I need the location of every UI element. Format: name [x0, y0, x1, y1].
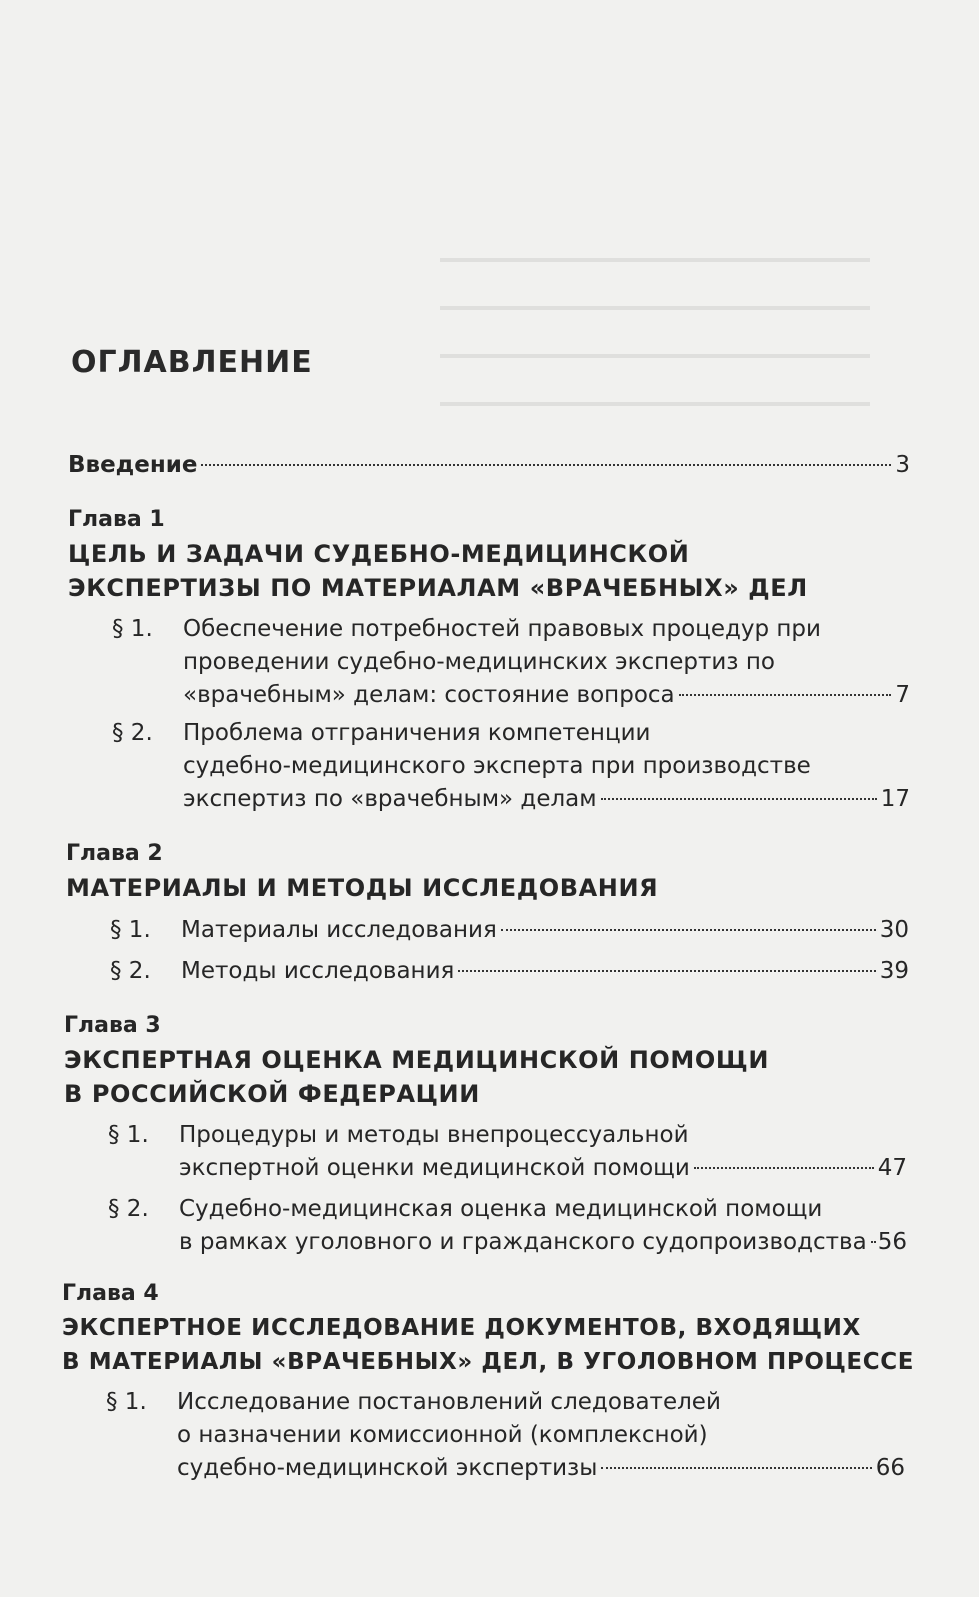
toc-entry-2-2[interactable]	[181, 955, 909, 988]
chapter-1-title-line: ЭКСПЕРТИЗЫ ПО МАТЕРИАЛАМ «ВРАЧЕБНЫХ» ДЕЛ	[68, 574, 808, 602]
section-title-line: в рамках уголовного и гражданского судопроизводства	[179, 1229, 867, 1255]
section-number: § 2.	[112, 720, 153, 746]
leader-dots	[501, 929, 876, 931]
toc-entry-4-1[interactable]	[177, 1386, 905, 1485]
chapter-3-title-line: ЭКСПЕРТНАЯ ОЦЕНКА МЕДИЦИНСКОЙ ПОМОЩИ	[64, 1046, 770, 1074]
section-page: 30	[879, 917, 909, 943]
section-last-line	[179, 1152, 907, 1185]
toc-entry-intro[interactable]	[68, 449, 910, 481]
section-title-line: о назначении комиссионной (комплексной)	[177, 1422, 708, 1448]
leader-dots	[601, 1467, 871, 1469]
toc-entry-3-1[interactable]	[179, 1119, 907, 1185]
leader-dots	[679, 694, 892, 696]
section-title-line: Процедуры и методы внепроцессуальной	[179, 1122, 689, 1148]
section-title-line: Исследование постановлений следователей	[177, 1389, 721, 1415]
section-number: § 1.	[106, 1389, 147, 1415]
section-title-line: проведении судебно-медицинских экспертиз по	[183, 649, 775, 675]
section-number: § 1.	[112, 616, 153, 642]
section-last-line	[179, 1226, 907, 1259]
chapter-4-title-line: В МАТЕРИАЛЫ «ВРАЧЕБНЫХ» ДЕЛ, В УГОЛОВНОМ ПРОЦЕССЕ	[62, 1349, 915, 1375]
chapter-2-title-line: МАТЕРИАЛЫ И МЕТОДЫ ИССЛЕДОВАНИЯ	[66, 874, 659, 902]
intro-label: Введение	[68, 452, 198, 478]
section-last-line	[181, 914, 909, 947]
toc-entry-3-2[interactable]	[179, 1193, 907, 1259]
section-number: § 1.	[110, 917, 151, 943]
section-number: § 2.	[108, 1196, 149, 1222]
section-last-line	[183, 679, 910, 712]
toc-title: ОГЛАВЛЕНИЕ	[71, 345, 313, 380]
leader-dots	[694, 1167, 874, 1169]
leader-dots	[201, 464, 891, 466]
toc-entry-1-1[interactable]	[183, 613, 910, 712]
section-page: 47	[877, 1155, 907, 1181]
chapter-2-title	[66, 871, 658, 905]
section-number: § 2.	[110, 958, 151, 984]
intro-page: 3	[895, 452, 910, 478]
section-page: 17	[880, 786, 910, 812]
section-title-line: судебно-медицинской экспертизы	[177, 1455, 598, 1481]
toc-entry-2-1[interactable]	[181, 914, 909, 947]
section-last-line	[177, 1452, 905, 1485]
section-title-line: Судебно-медицинская оценка медицинской помощи	[179, 1196, 823, 1222]
section-title-line: «врачебным» делам: состояние вопроса	[183, 682, 675, 708]
leader-dots	[458, 970, 875, 972]
section-title-line: экспертной оценки медицинской помощи	[179, 1155, 690, 1181]
section-last-line	[181, 955, 909, 988]
bleed-through-text	[440, 220, 870, 420]
section-title-line: Проблема отграничения компетенции	[183, 720, 651, 746]
chapter-1-title-line: ЦЕЛЬ И ЗАДАЧИ СУДЕБНО-МЕДИЦИНСКОЙ	[68, 540, 690, 568]
chapter-1-title	[68, 537, 808, 605]
chapter-4-title	[62, 1311, 914, 1379]
section-page: 56	[877, 1229, 907, 1255]
section-title-line: Обеспечение потребностей правовых процедур при	[183, 616, 821, 642]
section-page: 7	[895, 682, 910, 708]
section-title-line: судебно-медицинского эксперта при производстве	[183, 753, 811, 779]
chapter-3-label: Глава 3	[64, 1013, 161, 1038]
section-title-line: Материалы исследования	[181, 917, 497, 943]
section-title-line: экспертиз по «врачебным» делам	[183, 786, 597, 812]
chapter-2-label: Глава 2	[66, 841, 163, 866]
section-number: § 1.	[108, 1122, 149, 1148]
section-title-line: Методы исследования	[181, 958, 455, 984]
section-page: 39	[879, 958, 909, 984]
chapter-4-title-line: ЭКСПЕРТНОЕ ИССЛЕДОВАНИЕ ДОКУМЕНТОВ, ВХОДЯЩИХ	[62, 1315, 861, 1341]
chapter-3-title	[64, 1043, 769, 1111]
chapter-3-title-line: В РОССИЙСКОЙ ФЕДЕРАЦИИ	[64, 1080, 480, 1108]
section-last-line	[183, 783, 910, 816]
leader-dots	[601, 798, 877, 800]
toc-entry-1-2[interactable]	[183, 717, 910, 816]
leader-dots	[871, 1241, 874, 1243]
chapter-1-label: Глава 1	[68, 507, 165, 532]
chapter-4-label: Глава 4	[62, 1281, 159, 1306]
section-page: 66	[875, 1455, 905, 1481]
